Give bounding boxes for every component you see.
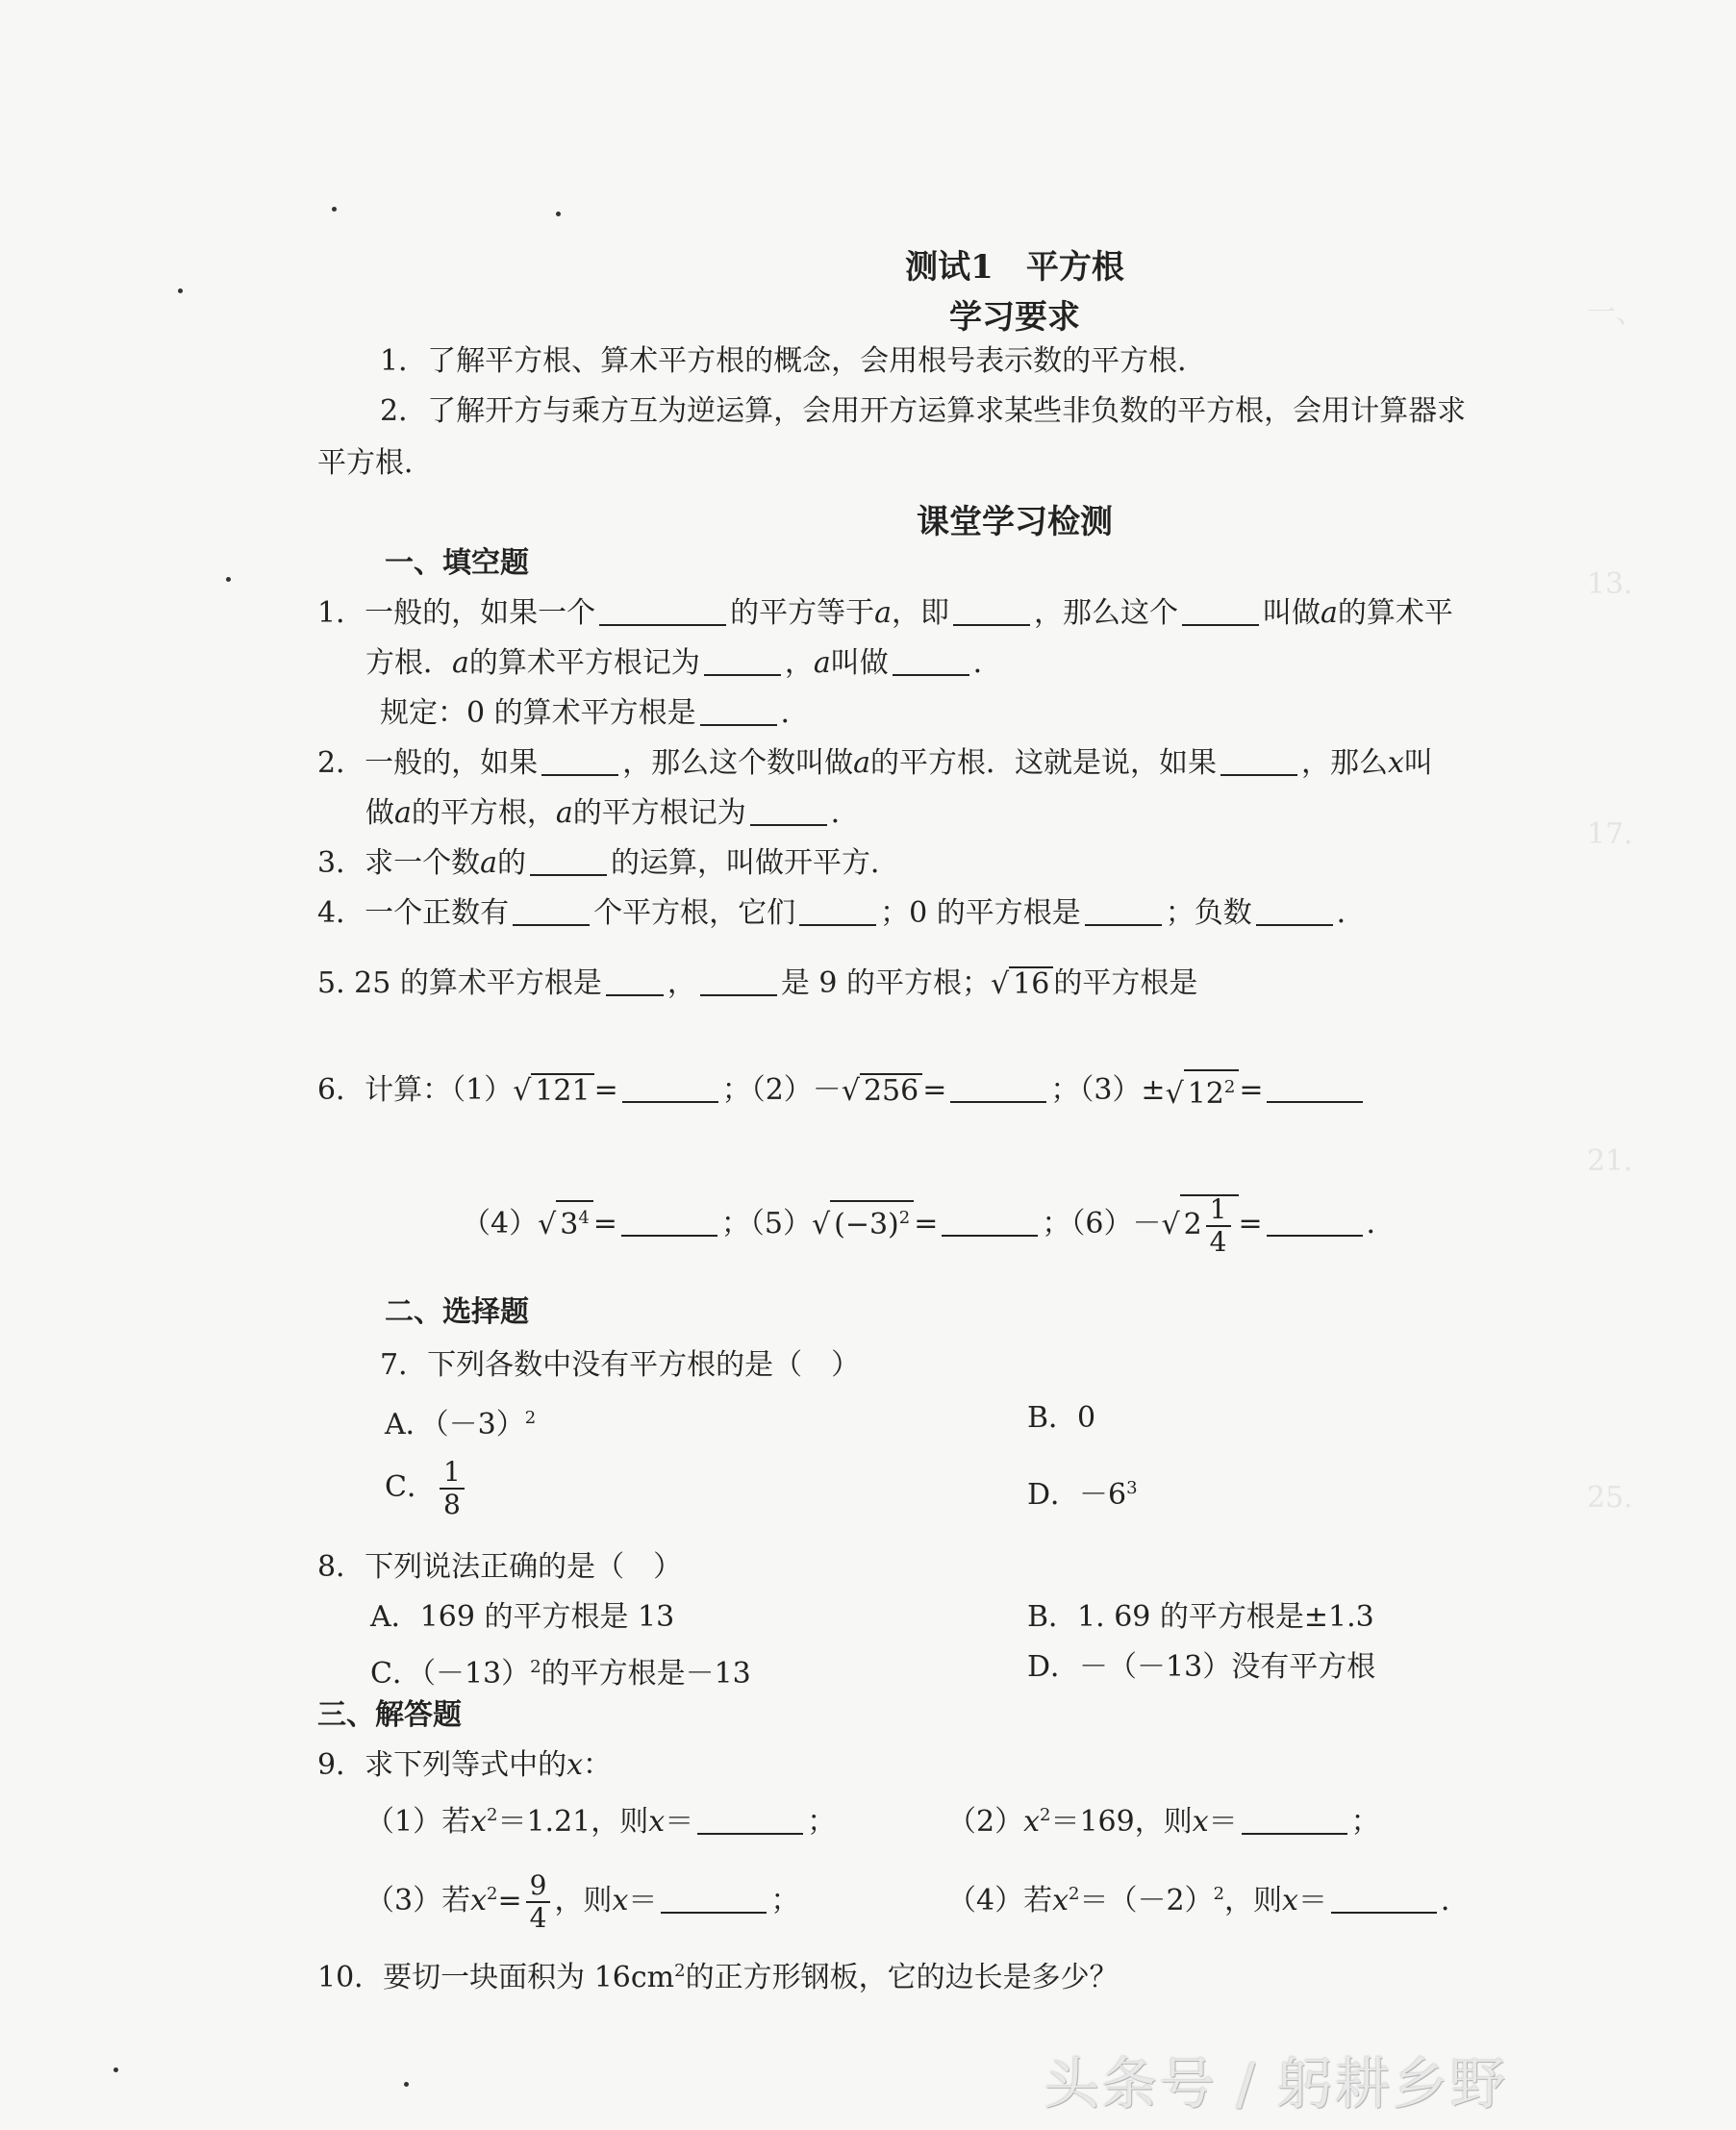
bleed-through-text: 25. [1587, 1481, 1633, 1515]
q6-blank-6[interactable] [1267, 1206, 1363, 1237]
q7-option-d[interactable]: D．$-6^3$ [1027, 1478, 1138, 1512]
q2-blank-3[interactable] [750, 795, 827, 826]
bleed-through-text: 17. [1587, 817, 1633, 851]
q9-stem: 9．求下列等式中的x： [317, 1748, 613, 1782]
q5-line: 5. 25 的算术平方根是 ， 是 9 的平方根；√ 16 的平方根是 [317, 965, 1197, 1004]
q7-stem: 7．下列各数中没有平方根的是（ ） [380, 1348, 861, 1382]
q7-option-a[interactable]: A．$(-3)^2$ [385, 1408, 537, 1441]
scan-speck [113, 2067, 118, 2072]
q8-stem: 8．下列说法正确的是（ ） [317, 1550, 683, 1584]
q6-line2: （4）√ $3^4$ = ；（5）√ $(-3)^2$ = ；（6）－√ 2 $\frac{1}{4}$ = ． [462, 1193, 1396, 1258]
q6-blank-1[interactable] [622, 1072, 718, 1103]
scan-speck [226, 577, 231, 582]
q3-line: 3．求一个数a的 的运算，叫做开平方． [317, 846, 899, 880]
q7-option-c[interactable]: C． $\frac{1}{8}$ [385, 1454, 468, 1521]
q9-blank-2[interactable] [1242, 1804, 1347, 1835]
q9-part1: （1）若$x^2=1.21$，则x＝ ； [365, 1805, 837, 1839]
q4-blank-4[interactable] [1256, 895, 1333, 926]
q1-line3: 规定：0 的算术平方根是 ． [380, 696, 810, 730]
bleed-through-text: 一、 [1587, 296, 1645, 330]
q2-blank-1[interactable] [541, 745, 618, 776]
scan-speck [556, 212, 561, 216]
q9-part4: （4）若$x^2=(-2)^2$，则x＝ ． [947, 1884, 1470, 1917]
q1-blank-1[interactable] [599, 595, 726, 626]
sqrt-16: √ 16 [991, 965, 1053, 1004]
q2-line2: 做a的平方根，a的平方根记为 ． [365, 796, 860, 830]
q8-option-d[interactable]: D．－（－13）没有平方根 [1027, 1650, 1376, 1684]
sqrt-neg3-squared: √ $(-3)^2$ [812, 1191, 914, 1259]
q2-blank-2[interactable] [1220, 745, 1297, 776]
watermark-text: 头条号 / 躬耕乡野 [1044, 2051, 1508, 2117]
q1-line1: 1．一般的，如果一个 的平方等于a，即 ，那么这个 叫做a的算术平 [317, 596, 1453, 630]
q1-blank-4[interactable] [704, 645, 781, 676]
q7-option-b[interactable]: B．0 [1027, 1401, 1096, 1435]
q9-part3: （3）若$x^2=$ $\frac{9}{4}$ ，则x＝ ； [365, 1869, 800, 1934]
q1-line2: 方根．a的算术平方根记为 ，a叫做 ． [365, 646, 1002, 680]
q5-blank-1[interactable] [606, 965, 664, 996]
sqrt-3-pow-4: √ $3^4$ [538, 1191, 593, 1259]
q2-line1: 2．一般的，如果 ，那么这个数叫做a的平方根．这就是说，如果 ，那么x叫 [317, 746, 1433, 780]
q9-blank-3[interactable] [661, 1883, 767, 1914]
q1-blank-5[interactable] [893, 645, 969, 676]
q6-blank-4[interactable] [621, 1206, 717, 1237]
q1-blank-6[interactable] [700, 695, 777, 726]
page-title: 测试1 平方根 [905, 248, 1124, 287]
q6-blank-2[interactable] [950, 1072, 1046, 1103]
section-answer: 三、解答题 [317, 1698, 462, 1732]
sqrt-121: √ 121 [513, 1072, 593, 1111]
class-check-heading: 课堂学习检测 [917, 503, 1113, 541]
q6-blank-3[interactable] [1267, 1072, 1363, 1103]
q1-blank-3[interactable] [1182, 595, 1259, 626]
q6-line1: 6．计算：（1）√ 121 = ；（2）－√ 256 = ；（3）±√ $12^2$ = [317, 1069, 1367, 1114]
scan-speck [404, 2082, 409, 2087]
bleed-through-text: 13. [1587, 567, 1633, 601]
q4-blank-3[interactable] [1085, 895, 1162, 926]
q4-blank-1[interactable] [513, 895, 590, 926]
q3-blank[interactable] [530, 845, 607, 876]
requirement-2-line1: 2．了解开方与乘方互为逆运算，会用开方运算求某些非负数的平方根，会用计算器求 [380, 394, 1467, 428]
section-fill-in: 一、填空题 [385, 546, 529, 580]
q4-line: 4．一个正数有 个平方根，它们 ；0 的平方根是 ；负数 ． [317, 896, 1366, 930]
q8-option-b[interactable]: B．1. 69 的平方根是±1.3 [1027, 1600, 1374, 1634]
q6-blank-5[interactable] [942, 1206, 1038, 1237]
section-choice: 二、选择题 [385, 1295, 529, 1329]
requirements-heading: 学习要求 [949, 298, 1080, 337]
q5-blank-2[interactable] [700, 965, 777, 996]
q9-blank-4[interactable] [1331, 1883, 1437, 1914]
q9-part2: $(2)x^2=169$，则x＝ ； [947, 1805, 1380, 1839]
requirement-1: 1．了解平方根、算术平方根的概念，会用根号表示数的平方根． [380, 344, 1207, 378]
q8-option-a[interactable]: A．169 的平方根是 13 [370, 1600, 675, 1634]
sqrt-256: √ 256 [842, 1072, 922, 1111]
q9-blank-1[interactable] [697, 1804, 803, 1835]
requirement-2-line2: 平方根． [317, 446, 433, 480]
bleed-through-text: 21. [1587, 1144, 1633, 1178]
sqrt-12-squared: √ $12^2$ [1166, 1069, 1240, 1114]
scan-speck [332, 207, 337, 212]
sqrt-mixed-fraction: √ 2 $\frac{1}{4}$ [1161, 1191, 1238, 1259]
q10-line: 10．要切一块面积为 $16cm^2$的正方形钢板，它的边长是多少？ [317, 1961, 1119, 1994]
q1-blank-2[interactable] [953, 595, 1030, 626]
q4-blank-2[interactable] [799, 895, 876, 926]
q8-option-c[interactable]: C．$(-13)^2$的平方根是－13 [370, 1657, 751, 1691]
